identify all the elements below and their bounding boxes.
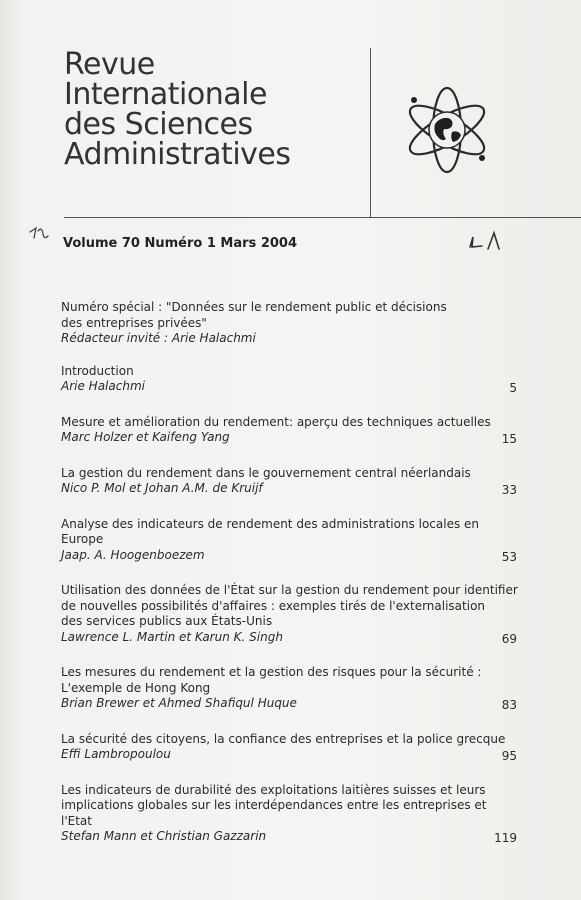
toc-entry [61,583,521,645]
entry-authors: Marc Holzer et Kaifeng Yang [61,430,230,444]
atom-globe-icon [402,84,492,174]
entry-title: Analyse des indicateurs de rendement des administrations locales en Europe [61,516,480,546]
issue-line: Volume 70 Numéro 1 Mars 2004 [63,236,297,251]
toc-entry [61,665,521,712]
toc-entry [61,732,521,763]
entry-page: 53 [501,549,517,564]
guest-editor: Rédacteur invité : Arie Halachmi [61,331,256,345]
table-of-contents [61,300,521,856]
entry-title: Les indicateurs de durabilité des exploitations laitières suisses et leurs [61,782,486,797]
special-issue-title: des entreprises privées" [61,315,207,330]
entry-authors: Effi Lambropoulou [61,747,171,761]
journal-title-line: Revue [64,47,155,82]
entry-title: La gestion du rendement dans le gouvernement central néerlandais [61,465,471,480]
horizontal-divider [64,217,581,218]
entry-title: implications globales sur les interdépendances entre les entreprises et l'Etat [61,798,487,828]
entry-page: 119 [494,831,517,845]
toc-entry [61,783,521,845]
entry-authors: Stefan Mann et Christian Gazzarin [61,829,267,843]
entry-title: La sécurité des citoyens, la confiance des entreprises et la police grecque [61,731,506,746]
margin-annotation-icon [28,222,50,244]
entry-title: Utilisation des données de l'État sur la gestion du rendement pour identifier [61,583,518,597]
journal-title-line: Administratives [64,137,291,172]
entry-title: de nouvelles possibilités d'affaires : exemples tirés de l'externalisation [61,598,486,613]
entry-authors: Lawrence L. Martin et Karun K. Singh [61,629,283,644]
handwritten-mark-icon [466,229,506,255]
entry-title: Introduction [61,363,134,378]
entry-page: 33 [501,483,517,497]
toc-entry [61,517,521,564]
entry-page: 95 [501,749,517,763]
entry-page: 15 [501,432,517,446]
journal-title-line: des Sciences [64,107,253,142]
special-issue-title: Numéro spécial : "Données sur le rendement public et décisions [61,300,447,314]
entry-authors: Nico P. Mol et Johan A.M. de Kruijf [61,481,263,495]
entry-title: L'exemple de Hong Kong [61,680,211,695]
journal-title [64,47,354,172]
entry-authors: Jaap. A. Hoogenboezem [61,547,205,562]
vertical-divider [370,48,371,218]
entry-authors: Brian Brewer et Ahmed Shafiqul Huque [61,696,297,710]
entry-title: des services publics aux États-Unis [61,614,273,628]
entry-page: 83 [501,698,517,712]
entry-authors: Arie Halachmi [61,379,145,393]
toc-entry [61,364,521,395]
entry-page: 69 [501,631,517,646]
journal-title-line: Internationale [64,77,267,112]
special-issue-block [61,300,521,347]
toc-entry [61,415,521,446]
toc-entry [61,466,521,497]
entry-title: Les mesures du rendement et la gestion des risques pour la sécurité : [61,665,482,679]
entry-page: 5 [509,381,517,395]
entry-title: Mesure et amélioration du rendement: aperçu des techniques actuelles [61,414,491,429]
